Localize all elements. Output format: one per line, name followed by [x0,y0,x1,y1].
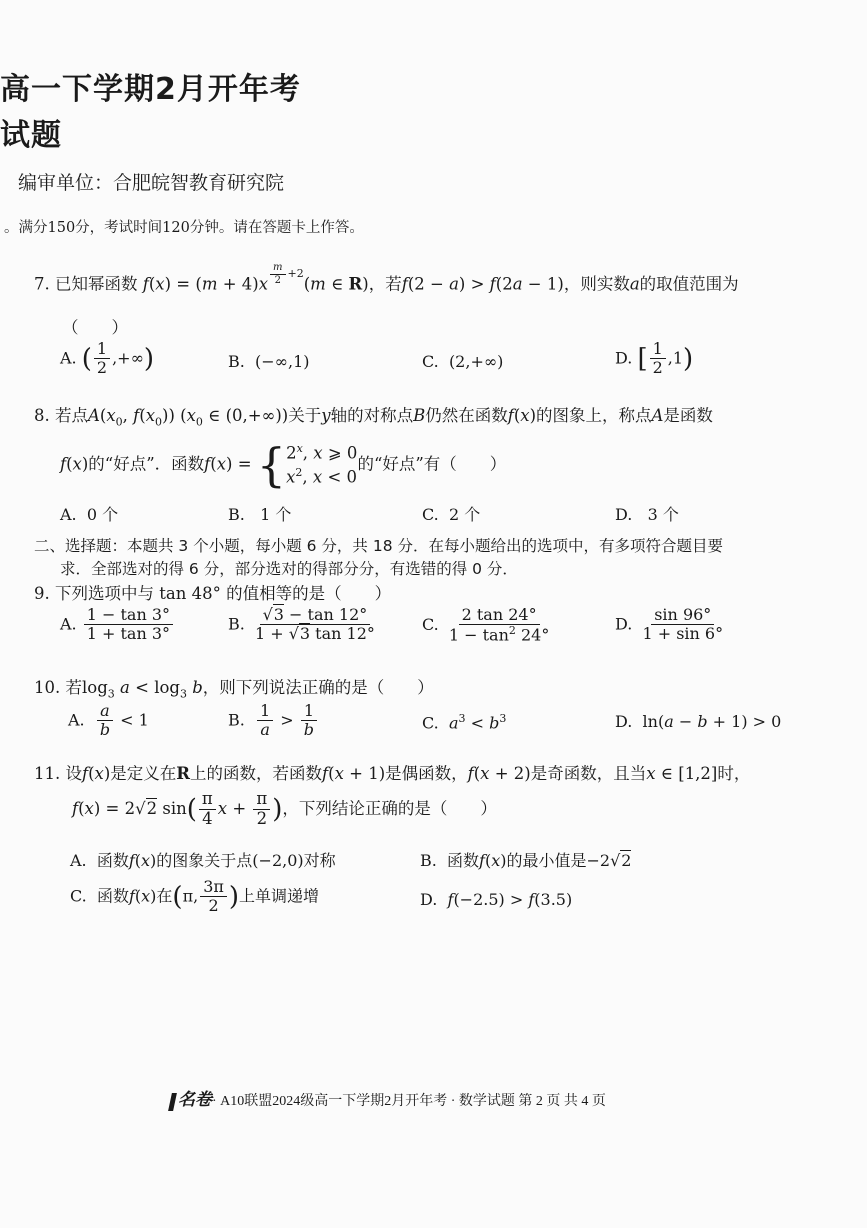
section-2-heading: 二、选择题：本题共 3 个小题，每小题 6 分，共 18 分．在每小题给出的选项中，有多项符合题目要 [34,537,724,555]
question-number: 11. [34,764,61,783]
question-8: 8. 若点$A(x_0$, $f(x_0)$) ($x_0$ ∈ (0,+∞))关于y轴的对称点B仍然在函数f(x)的图象上，称点A是函数 [34,406,713,429]
question-11: 11. 设f(x)是定义在R上的函数，若函数f(x + 1)是偶函数，f(x + 2)是奇函数，且当x ∈ [1,2]时， [34,764,751,783]
page-footer: 名卷· A10联盟2024级高一下学期2月开年考 · 数学试题 第 2 页 共 4 页 [170,1085,606,1111]
question-7-paren: （ ） [62,318,128,337]
editor-line: 编审单位：合肥皖智教育研究院 [18,172,285,194]
q9-option-b[interactable]: B. $\frac{√3 - \tan 12^\circ}{1 + √3 \tan 12^\circ}$ [228,605,375,644]
q10-option-b[interactable]: B. $\frac{1}{a}$ > $\frac{1}{b}$ [228,702,319,740]
q9-option-c[interactable]: C. $\frac{2 \tan 24^\circ}{1 - \tan^2 24^\circ}$ [422,605,550,645]
question-11-line2: f(x) = 2√2 sin( $\frac{\pi}{4}$ x + $\frac{\pi}{2}$ )，下列结论正确的是（ ） [72,789,497,828]
section-2-heading-line2: 求．全部选对的得 6 分，部分选对的得部分分，有选错的得 0 分． [60,560,518,578]
question-7: 7. 已知幂函数 f(x) = (m + 4)x $^{\frac{m}{2} +2}$(m ∈ R)，若f(2 − a) > f(2a − 1)，则实数a的取值范围为 [34,262,739,294]
question-9: 9. 下列选项中与 tan 48° 的值相等的是（ ） [34,584,392,603]
q10-option-c[interactable]: C. $a^3 < b^3$ [422,712,507,733]
question-number: 8. [34,406,50,425]
q7-option-c[interactable]: C. (2,+∞) [422,352,504,371]
q10-option-a[interactable]: A. $\frac{a}{b}$ < 1 [68,701,149,740]
question-number: 7. [34,274,50,294]
q7-option-b[interactable]: B. (−∞,1) [228,352,310,371]
q8-option-c[interactable]: C. 2 个 [422,505,481,524]
question-10: 10. 若$\log_3 a < \log_3 b$，则下列说法正确的是（ ） [34,678,434,701]
question-8-line2: f(x)的“好点”．函数f(x) = { 2$^x$, x ⩾ 0 $x^2$, x < 0 的“好点”有（ ） [60,438,507,492]
q9-option-a[interactable]: A. $\frac{1 - \tan 3^\circ}{1 + \tan 3^\circ}$ [60,606,175,644]
brand-logo-icon [168,1093,177,1111]
q11-option-c[interactable]: C. 函数f(x)在(π, $\frac{3\pi}{2}$ )上单调递增 [70,877,320,916]
question-number: 10. [34,678,61,697]
q8-option-b[interactable]: B. 1 个 [228,505,292,524]
q11-option-b[interactable]: B. 函数f(x)的最小值是−2√2 [420,851,632,870]
q8-option-d[interactable]: D. 3 个 [615,505,679,524]
q11-option-d[interactable]: D. f(−2.5) > f(3.5) [420,890,573,909]
page-subtitle: 试题 [0,118,62,153]
q7-option-d[interactable]: D. [ $\frac{1}{2}$ ,1) [615,339,694,378]
exam-note: 。满分150分，考试时间120分钟。请在答题卡上作答。 [4,220,364,236]
q7-option-a[interactable]: A. ( $\frac{1}{2}$ ,+∞) [60,339,155,378]
question-number: 9. [34,584,50,603]
q11-option-a[interactable]: A. 函数f(x)的图象关于点(−2,0)对称 [70,851,336,870]
q9-option-d[interactable]: D. $\frac{\sin 96^\circ}{1 + \sin 6^\circ}$ [615,605,724,644]
page-title: 高一下学期2月开年考 [0,72,301,107]
q8-option-a[interactable]: A. 0 个 [60,505,119,524]
q10-option-d[interactable]: D. ln(a − b + 1) > 0 [615,712,782,731]
